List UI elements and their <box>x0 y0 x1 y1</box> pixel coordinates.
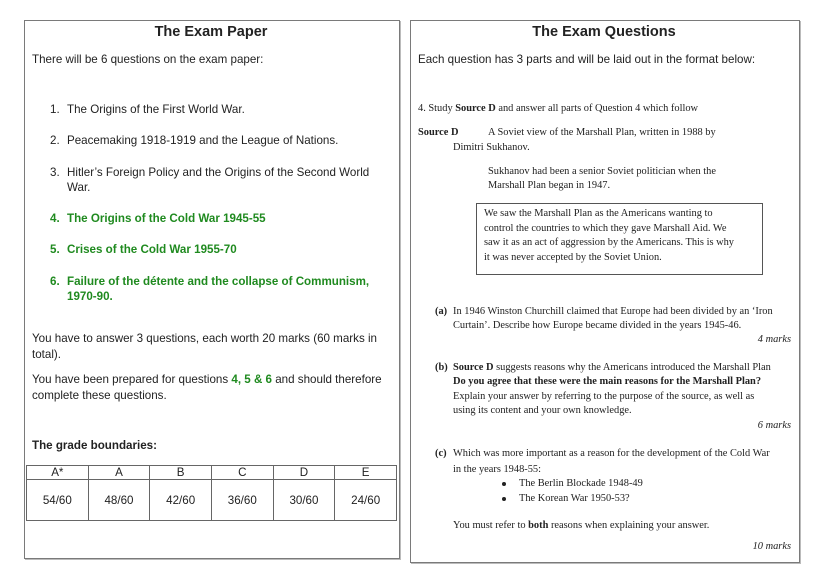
source-desc-line2: Dimitri Sukhanov. <box>453 142 530 153</box>
part-c-bullet: The Berlin Blockade 1948-49 <box>519 478 643 489</box>
part-a-label: (a) <box>435 306 448 317</box>
grade-value: 48/60 <box>88 480 150 521</box>
text: suggests reasons why the Americans introduced the Marshall Plan <box>493 362 771 373</box>
part-b-question: Do you agree that these were the main reasons for the Marshall Plan? <box>453 376 762 387</box>
question-4-num: 4. <box>50 212 60 225</box>
part-a-line2: Curtain’. Describe how Europe became divided in the years 1945-46. <box>453 320 742 331</box>
source-note-line2: Marshall Plan began in 1947. <box>488 180 611 191</box>
question-4-instruction <box>418 102 698 116</box>
grade-value-row <box>27 480 397 521</box>
exam-questions-title: The Exam Questions <box>532 24 676 40</box>
text: 4. Study <box>418 103 456 114</box>
quote-line: control the countries to which they gave Marshall Aid. We <box>484 223 727 234</box>
source-ref: Source D <box>453 362 494 373</box>
grade-header-row <box>27 466 397 480</box>
prepared-text-after: and should therefore <box>272 373 382 386</box>
grade-value: 30/60 <box>273 480 335 521</box>
question-3-cont: War. <box>67 181 91 194</box>
part-c-bullet: The Korean War 1950-53? <box>519 493 630 504</box>
question-6-cont: 1970-90. <box>67 290 113 303</box>
quote-line: We saw the Marshall Plan as the Americans wanting to <box>484 208 713 219</box>
grade-header: E <box>335 466 397 480</box>
part-b-line1 <box>453 361 771 375</box>
text: You must refer to <box>453 520 529 531</box>
grade-header: C <box>211 466 273 480</box>
source-label: Source D <box>418 127 459 138</box>
part-c-marks: 10 marks <box>752 541 791 552</box>
grade-value: 42/60 <box>150 480 212 521</box>
question-5-num: 5. <box>50 243 60 256</box>
grade-boundaries-table <box>26 465 397 521</box>
source-desc-line1: A Soviet view of the Marshall Plan, written in 1988 by <box>488 127 716 138</box>
grade-header: B <box>150 466 212 480</box>
part-a-marks: 4 marks <box>757 334 791 345</box>
part-b-line3: Explain your answer by referring to the purpose of the source, as well as <box>453 391 755 402</box>
part-b-label: (b) <box>435 362 448 373</box>
quote-line: it was never accepted by the Soviet Union. <box>484 252 662 263</box>
part-c-instruction <box>453 519 709 533</box>
bullet-icon <box>502 482 506 486</box>
question-3-num: 3. <box>50 166 60 179</box>
prepared-info-line2: complete these questions. <box>32 389 167 402</box>
question-5: Crises of the Cold War 1955-70 <box>67 243 237 256</box>
exam-paper-intro: There will be 6 questions on the exam paper: <box>32 53 264 66</box>
question-6: Failure of the détente and the collapse of Communism, <box>67 275 370 288</box>
source-ref: Source D <box>455 103 496 114</box>
part-a-line1: In 1946 Winston Churchill claimed that Europe had been divided by an ‘Iron <box>453 306 773 317</box>
question-1-num: 1. <box>50 103 60 116</box>
emphasis: both <box>528 520 549 531</box>
source-note-line1: Sukhanov had been a senior Soviet politician when the <box>488 166 716 177</box>
grade-header: A <box>88 466 150 480</box>
question-2: Peacemaking 1918-1919 and the League of Nations. <box>67 134 339 147</box>
part-b-line4: using its content and your own knowledge. <box>453 405 632 416</box>
text: reasons when explaining your answer. <box>548 520 710 531</box>
answer-info-line1: You have to answer 3 questions, each worth 20 marks (60 marks in <box>32 332 377 345</box>
question-3: Hitler’s Foreign Policy and the Origins of the Second World <box>67 166 370 179</box>
grade-value: 36/60 <box>211 480 273 521</box>
part-c-line1: Which was more important as a reason for the development of the Cold War <box>453 448 770 459</box>
prepared-highlight: 4, 5 & 6 <box>231 373 273 386</box>
exam-paper-title: The Exam Paper <box>154 24 268 40</box>
grade-header: A* <box>27 466 89 480</box>
grade-value: 24/60 <box>335 480 397 521</box>
question-2-num: 2. <box>50 134 60 147</box>
part-c-label: (c) <box>435 448 447 459</box>
prepared-text: You have been prepared for questions <box>32 373 232 386</box>
prepared-info-line1 <box>32 373 382 387</box>
bullet-icon <box>502 497 506 501</box>
part-b-marks: 6 marks <box>757 420 791 431</box>
grade-header: D <box>273 466 335 480</box>
grade-heading: The grade boundaries: <box>32 439 157 452</box>
exam-questions-intro: Each question has 3 parts and will be laid out in the format below: <box>418 53 756 66</box>
grade-value: 54/60 <box>27 480 89 521</box>
answer-info-line2: total). <box>32 348 61 361</box>
part-c-line2: in the years 1948-55: <box>453 464 542 475</box>
question-4: The Origins of the Cold War 1945-55 <box>67 212 266 225</box>
quote-line: saw it as an act of aggression by the Americans. This is why <box>484 237 734 248</box>
text: and answer all parts of Question 4 which follow <box>495 103 699 114</box>
question-1: The Origins of the First World War. <box>67 103 245 116</box>
question-6-num: 6. <box>50 275 60 288</box>
